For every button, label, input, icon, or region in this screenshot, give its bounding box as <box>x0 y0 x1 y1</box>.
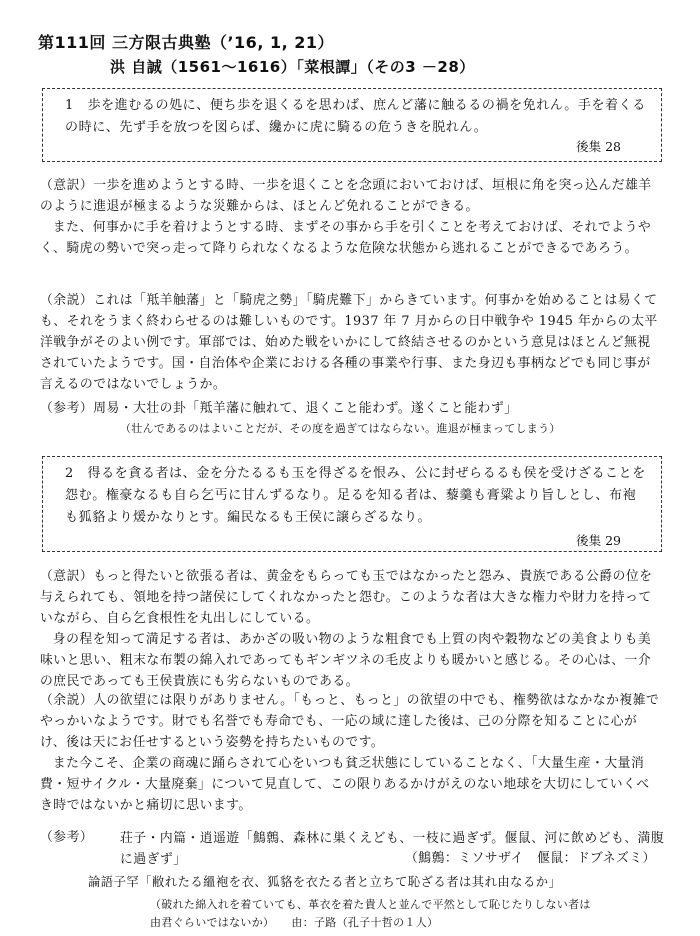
yosetsu-label: （余説） <box>40 293 94 308</box>
sanko-text-2b: （鷦鷯：ミソサザイ 偃鼠：ドブネズミ） <box>405 851 656 866</box>
quote-box-2 <box>42 456 662 552</box>
yosetsu-text: これは「羝羊触藩」と「騎虎之勢」「騎虎難下」からきています。何事かを始めることは易くても、それをうまく終わらせるのは難しいものです。1937 年 7 月からの日中戦争や 1945 年からの太平洋戦争がそのよい例です。軍部では、始めた戦をいかにして終結させるのかという意見はほとんど無視されていたようです。国・自治体や企業における各種の事業や行事、また身辺も事柄などでも同じ事が言えるのではないでしょうか。 <box>40 293 658 392</box>
iyaku-text-2: 身の程を知って満足する者は、あかざの吸い物のような粗食でも上質の肉や穀物などの美食よりも美味いと思い、粗末な布製の綿入れであってもギンギツネの毛皮よりも暖かいと感じる。その心は、一介の庶民であっても王侯貴族にも劣らないものである。 <box>40 632 652 689</box>
sanko-note-1: （壮んであるのはよいことだが、その度を過ぎてはならない。進退が極まってしまう） <box>120 422 561 435</box>
sanko-1 <box>40 398 660 419</box>
quote-text-2: 2 得るを貪る者は、金を分たるるも玉を得ざるを恨み、公に封ぜらるるも侯を受けざることを怨む。権豪なるも自ら乞丐に甘んずるなり。足るを知る者は、藜羹も膏粱より旨しとし、布袍も狐貉より煖かなりとす。編民なるも王侯に譲らざるなり。 <box>65 466 646 525</box>
sanko-text: 周易・大壮の卦「羝羊藩に触れて、退くこと能わず。遂くこと能わず」 <box>93 401 518 416</box>
sanko-note-2b: 由君ぐらいではないか） 由：子路（孔子十哲の１人） <box>150 916 439 929</box>
yosetsu-text-2: また今こそ、企業の商魂に踊らされて心をいつも貧乏状態にしていることなく、「大量生産・大量消費・短サイクル・大量廃棄」について見直して、この限りあるかけがえのない地球を大切にしていくべき時ではないかと痛切に思います。 <box>40 756 650 813</box>
iyaku-1 <box>40 175 660 259</box>
quote-source-2: 後集 29 <box>576 533 621 548</box>
quote-text-1: 1 歩を進むるの処に、便ち歩を退くるを思わば、庶んど藩に触るるの禍を免れん。手を着くるの時に、先ず手を放つを図らば、纔かに虎に騎るの危うきを脱れん。 <box>65 98 646 135</box>
yosetsu-1 <box>40 290 660 395</box>
page-title: 第111回 三方限古典塾（’16, 1, 21） <box>38 33 335 52</box>
yosetsu-text: 人の欲望には限りがありません。「もっと、もっと」の欲望の中でも、権勢欲はなかなか複雑でやっかいなようです。財でも名誉でも寿命でも、一応の域に達した後は、己の分際を知ることに心がけ、後は天にお任せするという姿勢を持ちたいものです。 <box>40 693 660 750</box>
iyaku-2 <box>40 566 660 692</box>
sanko-label: （参考） <box>40 401 94 416</box>
iyaku-label: （意訳） <box>40 178 94 193</box>
sanko-text-2c: 論語子罕「敝れたる縕袍を衣、狐貉を衣たる者と立ちて恥ざる者は其れ由なるか」 <box>88 875 562 889</box>
quote-box-1 <box>42 88 662 162</box>
iyaku-text-2: また、何事かに手を着けようとする時、まずその事から手を引くことを考えておけば、それでようやく、騎虎の勢いで突っ走って降りられなくなるような危険な状態から逃れることができるであろう。 <box>40 220 652 256</box>
sanko-label-2: （参考） <box>40 830 94 845</box>
sanko-text-2a: 荘子・内篇・逍遥遊「鷦鷯、森林に巣くえども、一枝に過ぎず。偃鼠、河に飲めども、満腹に過ぎず」 <box>120 831 665 867</box>
iyaku-text: 一歩を進めようとする時、一歩を退くことを念頭においておけば、垣根に角を突っ込んだ雄羊のように進退が極まるような災難からは、ほとんど免れることができる。 <box>40 178 652 214</box>
quote-source-1: 後集 28 <box>576 139 621 154</box>
page-subtitle: 洪 自誠（1561～1616）「菜根譚」（その3 －28） <box>110 58 475 76</box>
iyaku-text: もっと得たいと欲張る者は、黄金をもらっても玉ではなかったと怨み、貴族である公爵の位を与えられても、領地を持つ諸侯にしてくれなかったと怨む。このような者は大きな権力や財力を持っていながら、自ら乞食根性を丸出しにしている。 <box>40 569 653 626</box>
iyaku-label: （意訳） <box>40 569 94 584</box>
sanko-note-2a: （破れた綿入れを着ていても、革衣を着た貴人と並んで平然として恥じたりしない者は <box>150 898 591 911</box>
yosetsu-2 <box>40 690 660 816</box>
yosetsu-label: （余説） <box>40 693 94 708</box>
